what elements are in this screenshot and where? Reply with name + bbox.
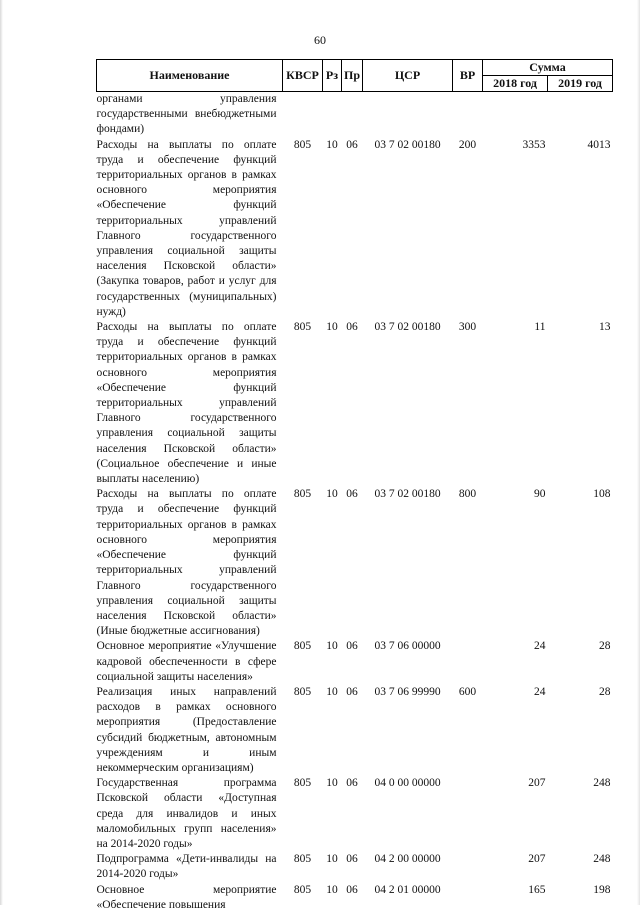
cell-pr: 06	[346, 640, 358, 653]
cell-sum-2019: 108	[593, 488, 611, 501]
cell-sum-2019	[548, 92, 613, 138]
cell-rz: 10	[326, 321, 338, 334]
cell-vr	[453, 776, 483, 852]
cell-vr: 200	[458, 138, 477, 151]
cell-vr: 300	[458, 321, 477, 334]
cell-csr: 03 7 02 00180	[374, 321, 441, 334]
cell-pr: 06	[346, 883, 358, 896]
header-year-2018: 2018 год	[483, 76, 548, 92]
cell-name: Подпрограмма «Дети-инвалиды на 2014-2020 годы»	[96, 853, 277, 881]
cell-sum-2018: 11	[534, 321, 546, 334]
cell-vr: 800	[458, 488, 477, 501]
cell-sum-2018: 90	[534, 488, 546, 501]
cell-csr: 03 7 06 99990	[374, 685, 441, 698]
header-kvsr: КВСР	[283, 60, 323, 92]
cell-sum-2019: 248	[593, 777, 611, 790]
table-body	[97, 92, 613, 913]
table-row	[97, 883, 613, 913]
cell-kvsr: 805	[293, 138, 312, 151]
header-sum: Сумма	[483, 60, 613, 76]
cell-name: Основное мероприятие «Обеспечение повышения	[96, 883, 277, 911]
cell-csr: 04 0 00 00000	[374, 777, 441, 790]
cell-rz	[323, 92, 342, 138]
table-row	[97, 639, 613, 685]
cell-vr	[453, 639, 483, 685]
header-rz: Рз	[323, 60, 342, 92]
cell-csr: 04 2 00 00000	[374, 853, 441, 866]
header-vr: ВР	[453, 60, 483, 92]
cell-vr	[453, 92, 483, 138]
budget-table	[96, 59, 613, 913]
cell-sum-2018	[483, 92, 548, 138]
cell-sum-2018: 24	[534, 640, 546, 653]
header-pr: Пр	[342, 60, 363, 92]
cell-pr: 06	[346, 777, 358, 790]
cell-csr: 03 7 02 00180	[374, 138, 441, 151]
cell-pr	[342, 92, 363, 138]
cell-rz: 10	[326, 883, 338, 896]
table-row	[97, 92, 613, 138]
scan-edge-left	[0, 0, 3, 905]
cell-pr: 06	[346, 321, 358, 334]
cell-name: Расходы на выплаты по оплате труда и обеспечение функций территориальных органов в рамках основного мероприятия «Обеспечение функций территориальных управлений Главного государственного управления социальной защиты населения Псковской области» (Социальное обеспечение и иные выплаты населению)	[96, 321, 277, 486]
cell-kvsr	[283, 92, 323, 138]
cell-csr	[363, 92, 453, 138]
cell-kvsr: 805	[293, 883, 312, 896]
cell-vr	[453, 883, 483, 913]
cell-sum-2019: 13	[599, 321, 611, 334]
table-row	[97, 487, 613, 639]
cell-csr: 04 2 01 00000	[374, 883, 441, 896]
cell-name: Расходы на выплаты по оплате труда и обеспечение функций территориальных органов в рамках основного мероприятия «Обеспечение функций территориальных управлений Главного государственного управления социальной защиты населения Псковской области» (Закупка товаров, работ и услуг для государственных (муниципальных) нужд)	[96, 138, 277, 318]
cell-sum-2019: 248	[593, 853, 611, 866]
cell-sum-2018: 207	[528, 853, 546, 866]
cell-kvsr: 805	[293, 853, 312, 866]
header-year-2019: 2019 год	[548, 76, 613, 92]
cell-sum-2018: 207	[528, 777, 546, 790]
cell-name: Расходы на выплаты по оплате труда и обеспечение функций территориальных органов в рамках основного мероприятия «Обеспечение функций территориальных управлений Главного государственного управления социальной защиты населения Псковской области» (Иные бюджетные ассигнования)	[96, 488, 277, 638]
cell-vr: 600	[458, 685, 477, 698]
table-row	[97, 852, 613, 882]
cell-rz: 10	[326, 138, 338, 151]
cell-sum-2018: 3353	[522, 138, 546, 151]
table-row	[97, 320, 613, 487]
header-csr: ЦСР	[363, 60, 453, 92]
cell-csr: 03 7 02 00180	[374, 488, 441, 501]
cell-sum-2019: 198	[593, 883, 611, 896]
cell-kvsr: 805	[293, 685, 312, 698]
cell-csr: 03 7 06 00000	[374, 640, 441, 653]
cell-rz: 10	[326, 685, 338, 698]
cell-sum-2018: 24	[534, 685, 546, 698]
table-row	[97, 138, 613, 320]
cell-pr: 06	[346, 685, 358, 698]
cell-sum-2018: 165	[528, 883, 546, 896]
cell-pr: 06	[346, 853, 358, 866]
cell-rz: 10	[326, 488, 338, 501]
cell-sum-2019: 28	[599, 685, 611, 698]
cell-name: Реализация иных направлений расходов в рамках основного мероприятия (Предоставление субсидий бюджетным, автономным учреждениям и иным некоммерческим организациям)	[96, 685, 277, 774]
cell-name: Государственная программа Псковской области «Доступная среда для инвалидов и иных маломобильных групп населения» на 2014-2020 годы»	[96, 777, 277, 850]
cell-pr: 06	[346, 138, 358, 151]
cell-rz: 10	[326, 640, 338, 653]
cell-kvsr: 805	[293, 488, 312, 501]
cell-rz: 10	[326, 777, 338, 790]
cell-name: органами управления государственными внебюджетными фондами)	[96, 93, 277, 136]
cell-pr: 06	[346, 488, 358, 501]
cell-name: Основное мероприятие «Улучшение кадровой обеспеченности в сфере социальной защиты населения»	[96, 640, 277, 683]
table-row	[97, 776, 613, 852]
cell-kvsr: 805	[293, 640, 312, 653]
table-row	[97, 685, 613, 776]
cell-kvsr: 805	[293, 777, 312, 790]
cell-sum-2019: 4013	[587, 138, 611, 151]
header-name: Наименование	[97, 60, 283, 92]
cell-sum-2019: 28	[599, 640, 611, 653]
cell-kvsr: 805	[293, 321, 312, 334]
cell-vr	[453, 852, 483, 882]
cell-rz: 10	[326, 853, 338, 866]
page-number: 60	[314, 33, 326, 47]
